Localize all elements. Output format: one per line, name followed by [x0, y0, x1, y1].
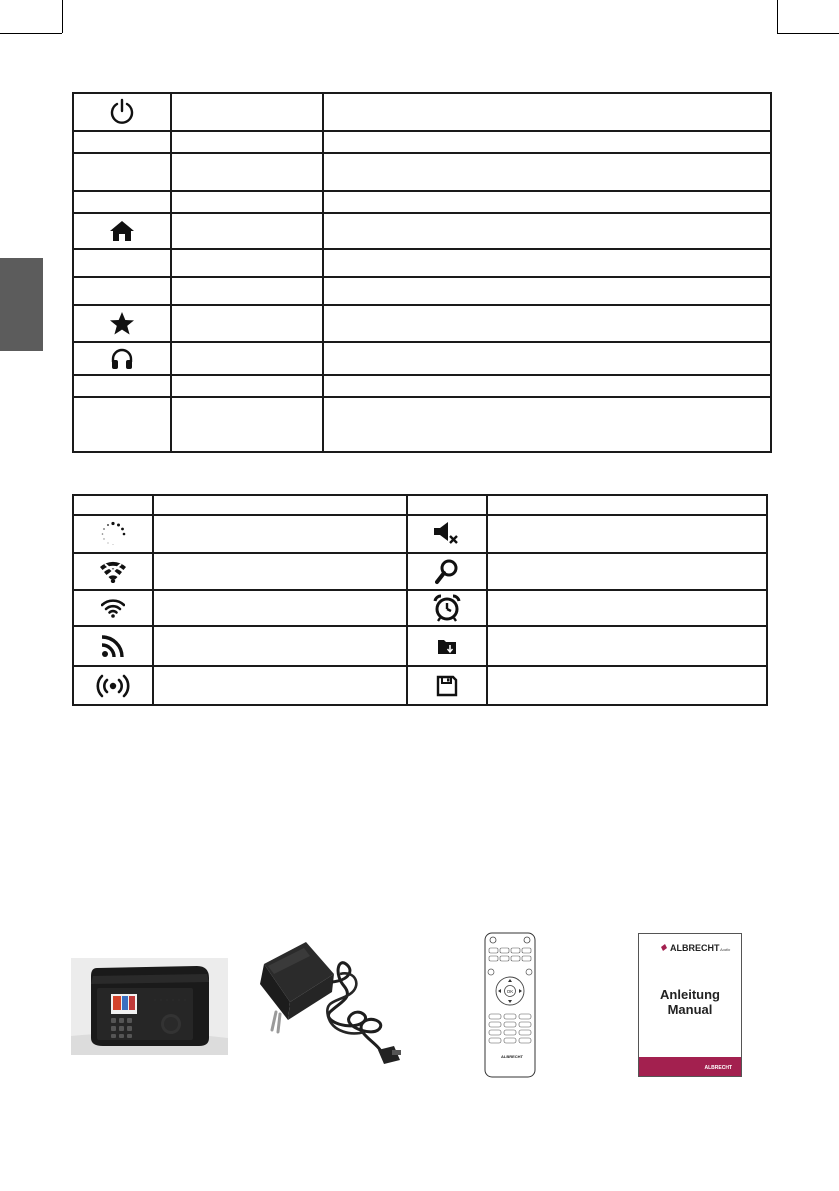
table-row: [73, 590, 767, 626]
status-description-cell: [153, 515, 407, 553]
key-description-cell: [323, 277, 771, 305]
status-description-cell: [487, 626, 767, 666]
manual-booklet-photo: [638, 933, 742, 1077]
table-row: [73, 305, 771, 342]
key-description-cell: [323, 305, 771, 342]
key-name-cell: [171, 191, 323, 213]
icon-cell: [73, 277, 171, 305]
icon-cell: [73, 191, 171, 213]
icon-cell: [73, 342, 171, 375]
key-name-cell: [171, 397, 323, 452]
table-row: [73, 93, 771, 131]
status-description-cell: [487, 553, 767, 590]
icon-cell: [73, 590, 153, 626]
table-row: [73, 626, 767, 666]
key-name-cell: [171, 131, 323, 153]
key-name-cell: [171, 305, 323, 342]
internet-radio-photo: [71, 958, 228, 1055]
status-icon-table: [72, 494, 768, 706]
icon-cell: [407, 515, 487, 553]
home-icon: [109, 220, 135, 242]
search-icon: [435, 559, 459, 585]
status-description-cell: [153, 626, 407, 666]
key-name-cell: [171, 249, 323, 277]
table-row: [73, 249, 771, 277]
key-name-cell: [171, 277, 323, 305]
crop-mark-top-left: [0, 33, 62, 34]
icon-cell: [73, 93, 171, 131]
key-description-cell: [323, 191, 771, 213]
header-cell: [487, 495, 767, 515]
icon-cell: [73, 153, 171, 191]
manual-title-line1: Anleitung: [660, 987, 720, 1002]
key-description-cell: [323, 342, 771, 375]
folder-download-icon: [437, 637, 457, 655]
key-name-cell: [171, 93, 323, 131]
icon-cell: [407, 666, 487, 705]
table-row: [73, 342, 771, 375]
key-name-cell: [171, 213, 323, 249]
remote-ok-label: OK: [506, 989, 514, 994]
alarm-clock-icon: [433, 594, 461, 622]
header-cell: [407, 495, 487, 515]
icon-cell: [73, 397, 171, 452]
manual-brand-suffix: Audio: [720, 947, 731, 952]
status-description-cell: [153, 666, 407, 705]
key-name-cell: [171, 375, 323, 397]
icon-cell: [73, 666, 153, 705]
key-description-cell: [323, 375, 771, 397]
wifi-icon: [101, 598, 125, 618]
manual-footer-brand: ALBRECHT: [704, 1065, 732, 1071]
table-row: [73, 666, 767, 705]
chapter-side-tab: [0, 258, 43, 351]
table-row: [73, 375, 771, 397]
manual-title-line2: Manual: [667, 1002, 713, 1017]
power-icon: [109, 98, 135, 126]
status-description-cell: [487, 515, 767, 553]
save-icon: [436, 675, 458, 697]
power-adapter-photo: [250, 940, 405, 1068]
table-row: [73, 131, 771, 153]
remote-control-photo: [484, 932, 536, 1078]
key-description-cell: [323, 397, 771, 452]
key-description-cell: [323, 249, 771, 277]
icon-cell: [73, 249, 171, 277]
mute-icon: [433, 522, 461, 546]
key-name-cell: [171, 342, 323, 375]
icon-cell: [407, 553, 487, 590]
icon-cell: [407, 590, 487, 626]
status-description-cell: [487, 590, 767, 626]
table-row: [73, 397, 771, 452]
manual-brand-logo: ALBRECHT: [670, 943, 720, 953]
icon-cell: [407, 626, 487, 666]
table-row: [73, 553, 767, 590]
icon-cell: [73, 305, 171, 342]
status-description-cell: [153, 553, 407, 590]
key-name-cell: [171, 153, 323, 191]
key-description-cell: [323, 153, 771, 191]
table-row: [73, 277, 771, 305]
crop-mark-top-left-v: [62, 0, 63, 33]
header-cell: [153, 495, 407, 515]
key-description-cell: [323, 213, 771, 249]
icon-cell: [73, 131, 171, 153]
key-description-cell: [323, 93, 771, 131]
icon-cell: [73, 213, 171, 249]
table-row: [73, 515, 767, 553]
broadcast-icon: [96, 674, 130, 698]
headphones-icon: [110, 347, 134, 371]
loading-icon: [100, 521, 126, 547]
table-row: [73, 213, 771, 249]
table-row: [73, 153, 771, 191]
crop-mark-top-right-v: [777, 0, 778, 33]
header-cell: [73, 495, 153, 515]
remote-brand-label: ALBRECHT: [501, 1054, 523, 1059]
icon-cell: [73, 375, 171, 397]
key-function-table: [72, 92, 772, 453]
table-header-row: [73, 495, 767, 515]
key-description-cell: [323, 131, 771, 153]
table-row: [73, 191, 771, 213]
status-description-cell: [487, 666, 767, 705]
wifi-weak-icon: [99, 561, 127, 583]
icon-cell: [73, 553, 153, 590]
crop-mark-top-right: [777, 33, 839, 34]
icon-cell: [73, 515, 153, 553]
star-icon: [109, 311, 135, 336]
status-description-cell: [153, 590, 407, 626]
rss-icon: [101, 634, 125, 658]
icon-cell: [73, 626, 153, 666]
